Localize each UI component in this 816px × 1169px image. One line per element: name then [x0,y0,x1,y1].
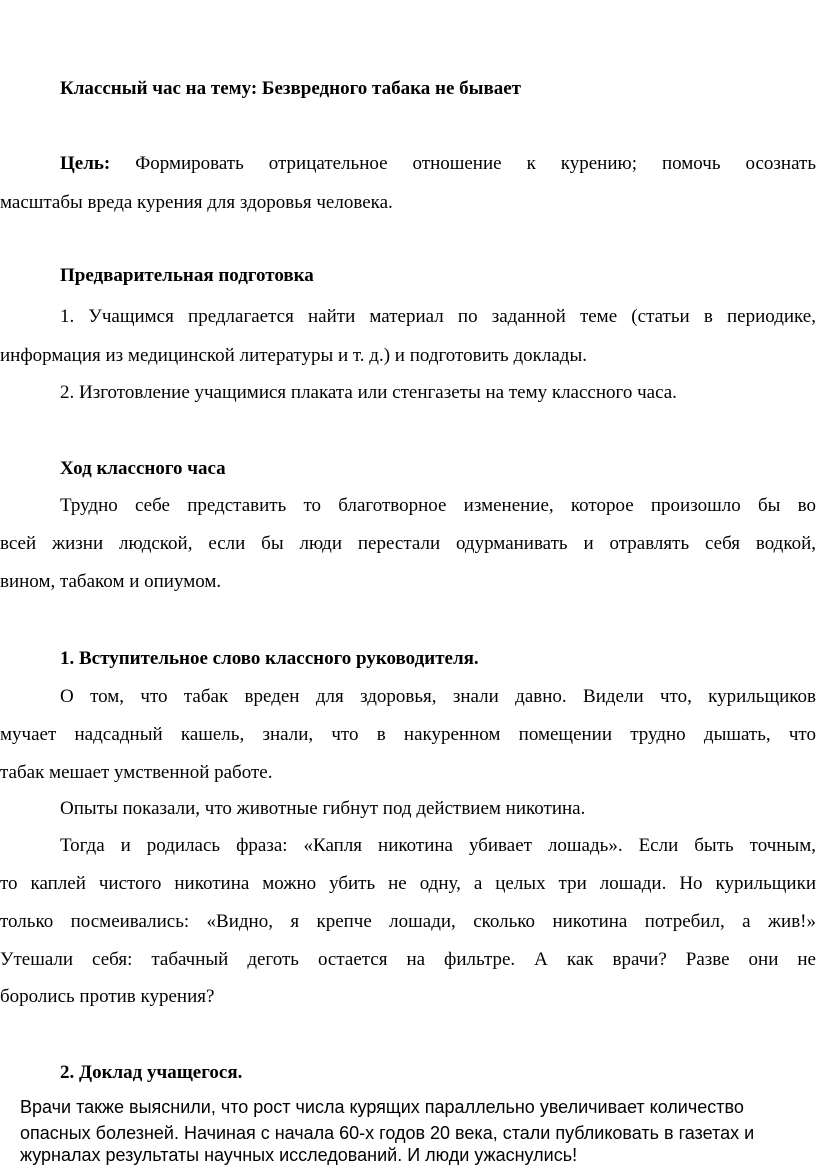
section-1-p3-line-3: только посмеивались: «Видно, я крепче лошади, сколько никотина потребил, а жив!» [0,911,816,932]
section-1-p1-line-3: табак мешает умственной работе. [0,762,273,783]
goal-label: Цель: [60,153,111,174]
section-2-heading: 2. Доклад учащегося. [60,1062,243,1083]
section-1-heading: 1. Вступительное слово классного руководителя. [60,648,479,669]
course-heading: Ход классного часа [60,458,226,479]
section-1-p2: Опыты показали, что животные гибнут под действием никотина. [60,798,586,819]
section-1-p3-line-2: то каплей чистого никотина можно убить не одну, а целых три лошади. Но курильщики [0,873,816,894]
course-line-3: вином, табаком и опиумом. [0,571,222,592]
section-1-p1-line-2: мучает надсадный кашель, знали, что в накуренном помещении трудно дышать, что [0,724,816,745]
prep-heading: Предварительная подготовка [60,265,314,286]
document-title: Классный час на тему: Безвредного табака не бывает [60,78,521,99]
course-line-2: всей жизни людской, если бы люди перестали одурманивать и отравлять себя водкой, [0,533,816,554]
section-1-p3-line-4: Утешали себя: табачный деготь остается на фильтре. А как врачи? Разве они не [0,949,816,970]
prep-item-2: 2. Изготовление учащимися плаката или стенгазеты на тему классного часа. [60,382,677,403]
prep-item-1-line-1: 1. Учащимся предлагается найти материал по заданной теме (статьи в периодике, [60,306,816,327]
section-1-p3-line-5: боролись против курения? [0,986,215,1007]
goal-line-2: масштабы вреда курения для здоровья человека. [0,192,393,213]
section-1-p3-line-1: Тогда и родилась фраза: «Капля никотина убивает лошадь». Если быть точным, [60,835,816,856]
goal-text: Формировать отрицательное отношение к курению; помочь осознать [135,153,816,174]
section-1-p1-line-1: О том, что табак вреден для здоровья, знали давно. Видели что, курильщиков [60,686,816,707]
section-2-line-2: опасных болезней. Начиная с начала 60-х годов 20 века, стали публиковать в газетах и [20,1123,755,1143]
goal-line-1 [0,144,816,183]
prep-item-1-line-2: информация из медицинской литературы и т. д.) и подготовить доклады. [0,345,587,366]
section-2-line-1: Врачи также выяснили, что рост числа курящих параллельно увеличивает количество [20,1097,744,1117]
section-2-line-3: журналах результаты научных исследований. И люди ужаснулись! [20,1145,578,1165]
course-line-1: Трудно себе представить то благотворное изменение, которое произошло бы во [60,495,816,516]
